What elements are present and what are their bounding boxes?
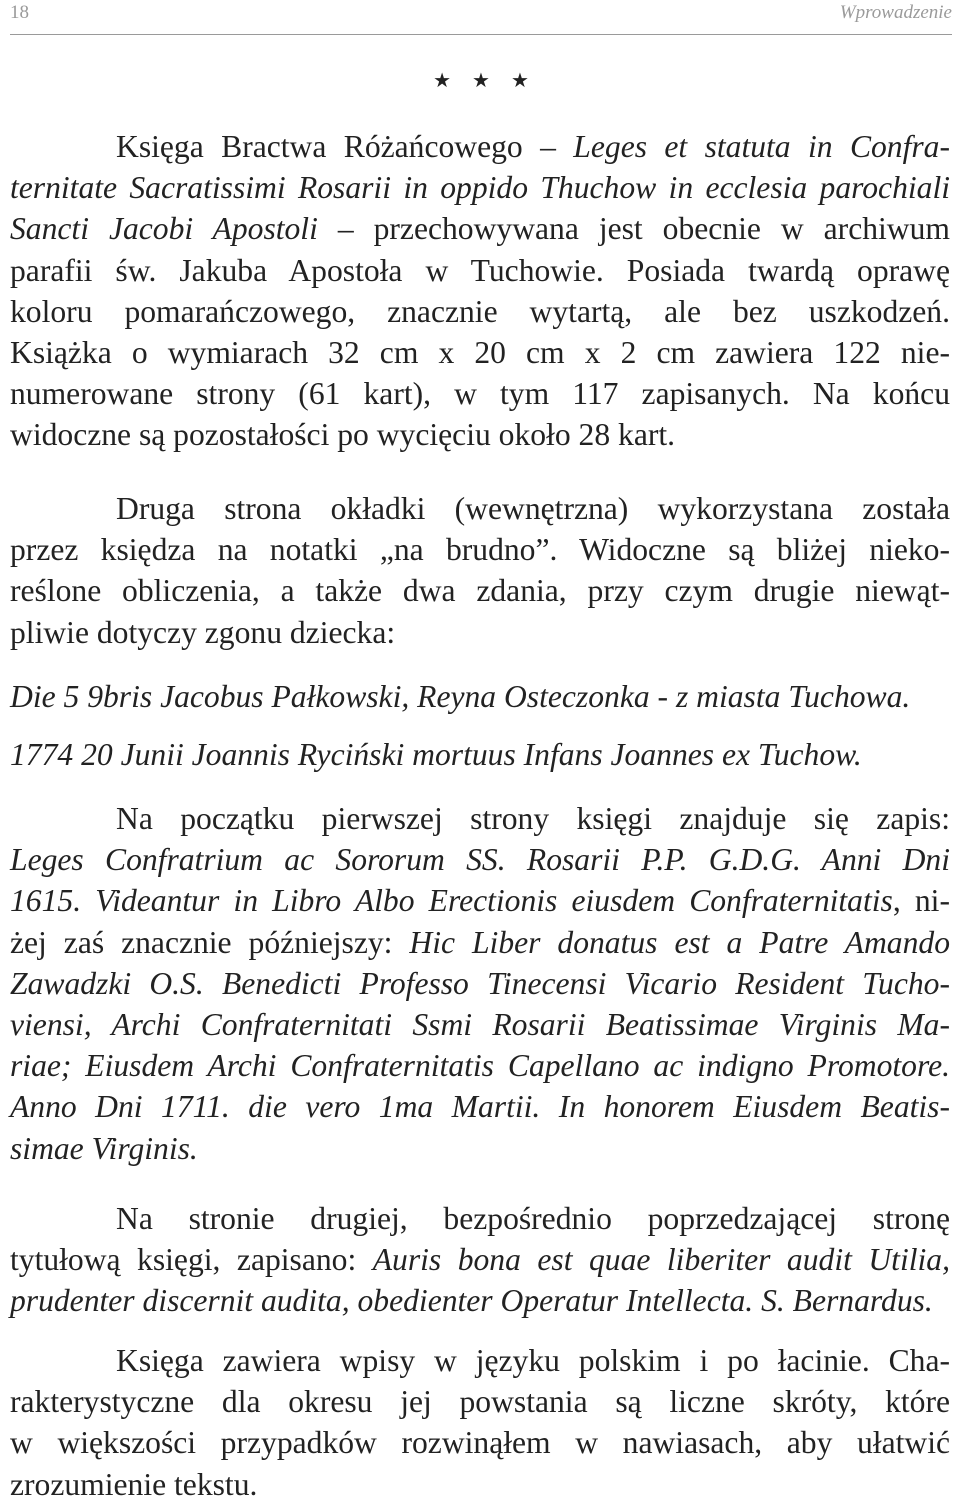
text-line: 1615. Videantur in Libro Albo Erectionis eiusdem Confraternitatis, ni- [10,883,950,919]
text-line: Sancti Jacobi Apostoli – przechowywana jest obecnie w archiwum [10,211,950,247]
text-line: koloru pomarańczowego, znacznie wytartą, ale bez uszkodzeń. [10,293,950,329]
paragraph-languages [10,1340,950,1505]
running-head: Wprowadzenie [839,2,952,23]
text-line: pliwie dotyczy zgonu dziecka: [10,614,396,650]
text-line: parafii św. Jakuba Apostoła w Tuchowie. Posiada twardą oprawę [10,252,950,288]
paragraph-description [10,126,950,456]
text-line: Zawadzki O.S. Benedicti Professo Tinecensi Vicario Resident Tucho- [10,965,950,1001]
text-line: Książka o wymiarach 32 cm x 20 cm x 2 cm zawiera 122 nie- [10,334,950,370]
text-line: viensi, Archi Confraternitati Ssmi Rosarii Beatissimae Virginis Ma- [10,1006,950,1042]
text-line: Księga Bractwa Różańcowego – Leges et statuta in Confra- [116,129,950,164]
text-line: Księga zawiera wpisy w języku polskim i po łacinie. Cha- [116,1343,950,1378]
text-line: Leges Confratrium ac Sororum SS. Rosarii P.P. G.D.G. Anni Dni [10,842,950,878]
text-line: Na początku pierwszej strony księgi znajduje się zapis: [116,801,950,836]
text-line: Die 5 9bris Jacobus Pałkowski, Reyna Osteczonka - z miasta Tuchowa. [10,679,911,714]
section-separator [0,68,960,93]
paragraph-first-page [10,798,950,1169]
paragraph-second-page [10,1198,950,1322]
text-line: reślone obliczenia, a także dwa zdania, przy czym drugie niewąt- [10,573,950,609]
text-line: numerowane strony (61 kart), w tym 117 zapisanych. Na końcu [10,376,950,412]
text-line: Druga strona okładki (wewnętrzna) wykorzystana została [116,491,950,526]
text-line: zrozumienie tekstu. [10,1466,258,1502]
text-line: prudenter discernit audita, obedienter Operatur Intellecta. S. Bernardus. [10,1283,933,1319]
page-header [10,0,952,35]
text-line: w większości przypadków rozwinąłem w nawiasach, aby ułatwić [10,1425,950,1461]
text-line: riae; Eiusdem Archi Confraternitatis Capellano ac indigno Promotore. [10,1048,950,1084]
paragraph-cover-notes [10,488,950,653]
text-line: Na stronie drugiej, bezpośrednio poprzedzającej stronę [116,1201,950,1236]
text-line: widoczne są pozostałości po wycięciu około 28 kart. [10,417,676,453]
text-line: rakterystyczne dla okresu jej powstania są liczne skróty, które [10,1384,950,1420]
asterism-icon: ★ ★ ★ [433,70,537,92]
text-line: przez księdza na notatki „na brudno”. Widoczne są bliżej nieko- [10,532,950,568]
text-line: tytułową księgi, zapisano: Auris bona est quae liberiter audit Utilia, [10,1242,950,1278]
text-line: simae Virginis. [10,1130,198,1166]
quote-2 [10,734,950,775]
text-line: 1774 20 Junii Joannis Ryciński mortuus Infans Joannes ex Tuchow. [10,737,862,772]
text-line: ternitate Sacratissimi Rosarii in oppido Thuchow in ecclesia parochiali [10,170,950,206]
text-line: Anno Dni 1711. die vero 1ma Martii. In honorem Eiusdem Beatis- [10,1089,950,1125]
quote-1 [10,676,950,717]
page-number: 18 [10,2,29,23]
text-line: żej zaś znacznie późniejszy: Hic Liber donatus est a Patre Amando [10,924,950,960]
